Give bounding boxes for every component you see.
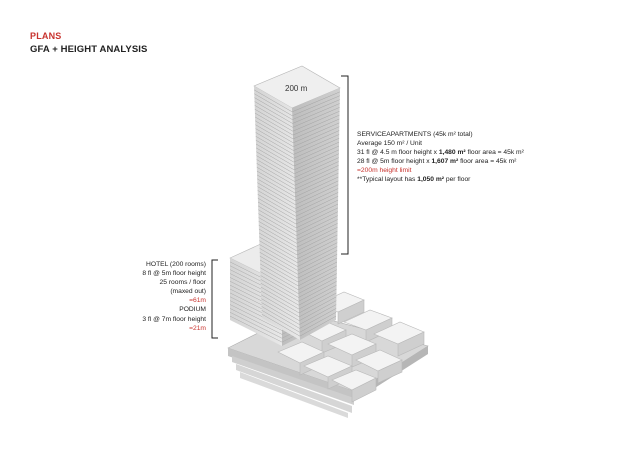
sa-line-4-post: floor area = 45k m² <box>458 158 517 166</box>
hotel-line-2: 8 fl @ 5m floor height <box>142 270 206 278</box>
podium-line-1: PODIUM <box>179 306 206 314</box>
hotel-annotation <box>142 260 206 333</box>
sa-height-limit: =200m height limit <box>357 167 412 175</box>
sa-note-post: per floor <box>444 176 471 184</box>
sa-note <box>357 175 524 184</box>
sa-line-4 <box>357 157 524 166</box>
sa-line-1: SERVICEAPARTMENTS (45k m² total) <box>357 131 473 138</box>
sa-line-3-area: 1,480 m² <box>438 149 466 157</box>
sa-note-area: 1,050 m² <box>417 176 445 184</box>
sa-line-4-area: 1,607 m² <box>431 158 459 166</box>
sa-line-4-pre: 28 fl @ 5m floor height x <box>357 158 432 166</box>
hotel-height-bracket <box>212 260 218 338</box>
podium-height: =21m <box>189 324 206 332</box>
hotel-height: =61m <box>189 297 206 305</box>
sa-note-pre: **Typical layout has <box>357 176 418 184</box>
section-label: PLANS <box>30 31 62 41</box>
hotel-line-1: HOTEL (200 rooms) <box>146 261 206 268</box>
page-title: GFA + HEIGHT ANALYSIS <box>30 44 148 55</box>
tower-height-label: 200 m <box>285 84 308 93</box>
service-apartments-annotation <box>357 130 524 185</box>
hotel-line-4: (maxed out) <box>170 288 206 296</box>
sa-line-2: Average 150 m² / Unit <box>357 140 422 148</box>
sa-line-3 <box>357 148 524 157</box>
tower-height-bracket <box>341 76 348 254</box>
sa-line-3-post: floor area = 45k m² <box>465 149 524 157</box>
hotel-line-3: 25 rooms / floor <box>159 279 206 287</box>
podium-line-2: 3 fl @ 7m floor height <box>142 315 206 323</box>
sa-line-3-pre: 31 fl @ 4.5 m floor height x <box>357 149 439 157</box>
tower-mass <box>254 66 340 340</box>
